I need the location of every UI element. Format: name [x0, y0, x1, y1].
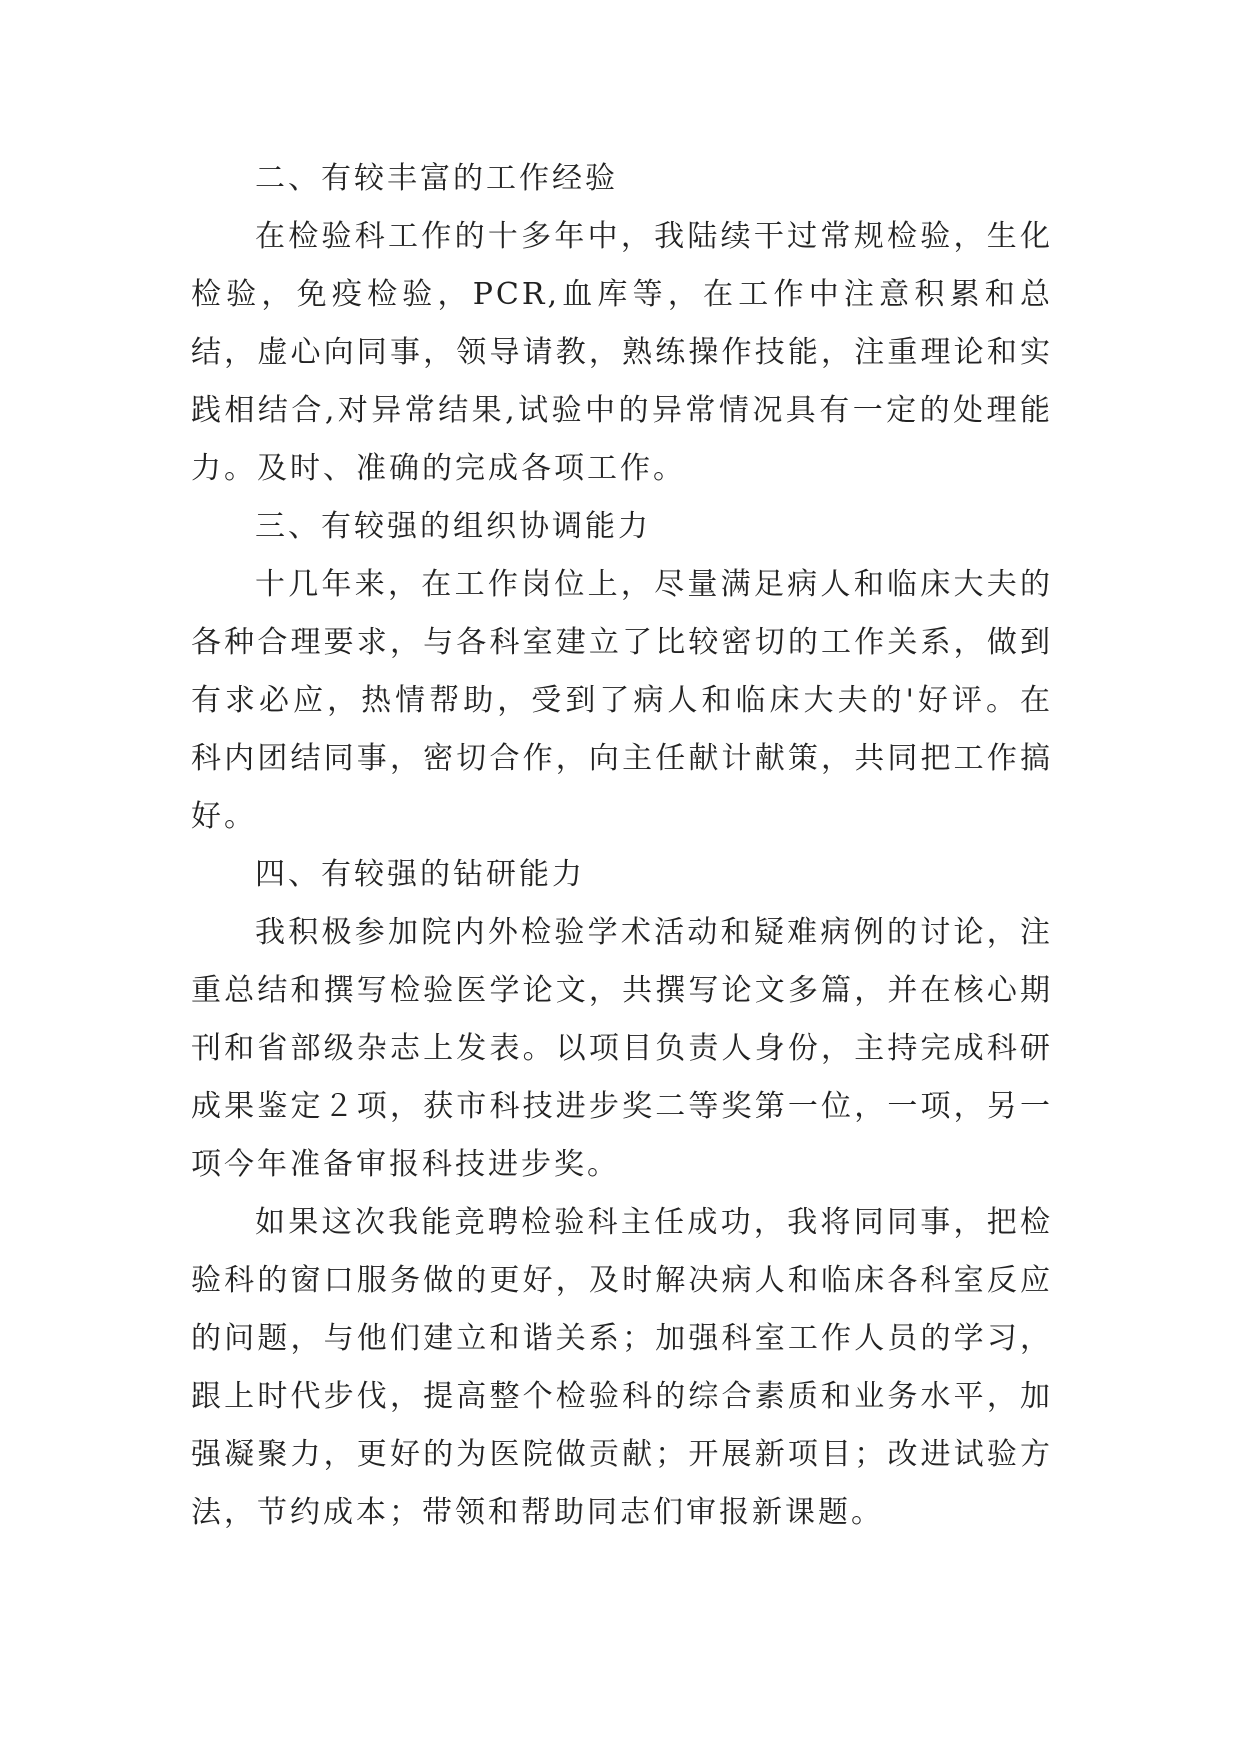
paragraph-coordination: 十几年来，在工作岗位上，尽量满足病人和临床大夫的各种合理要求，与各科室建立了比较密切的工作关系，做到有求必应，热情帮助，受到了病人和临床大夫的'好评。在科内团结同事，密切合作，向主任献计献策，共同把工作搞好。	[191, 567, 1053, 834]
section-heading-experience: 二、有较丰富的工作经验	[255, 161, 618, 196]
paragraph-experience: 在检验科工作的十多年中，我陆续干过常规检验，生化检验，免疫检验，PCR,血库等，在工作中注意积累和总结，虚心向同事，领导请教，熟练操作技能，注重理论和实践相结合,对异常结果,试验中的异常情况具有一定的处理能力。及时、准确的完成各项工作。	[191, 219, 1053, 486]
paragraph-research: 我积极参加院内外检验学术活动和疑难病例的讨论，注重总结和撰写检验医学论文，共撰写论文多篇，并在核心期刊和省部级杂志上发表。以项目负责人身份，主持完成科研成果鉴定２项，获市科技进步奖二等奖第一位，一项，另一项今年准备审报科技进步奖。	[191, 915, 1053, 1182]
paragraph-plan: 如果这次我能竞聘检验科主任成功，我将同同事，把检验科的窗口服务做的更好，及时解决病人和临床各科室反应的问题，与他们建立和谐关系；加强科室工作人员的学习，跟上时代步伐，提高整个检验科的综合素质和业务水平，加强凝聚力，更好的为医院做贡献；开展新项目；改进试验方法，节约成本；带领和帮助同志们审报新课题。	[191, 1205, 1053, 1530]
document-page	[191, 150, 1053, 1542]
section-heading-research: 四、有较强的钻研能力	[255, 857, 585, 892]
section-heading-coordination: 三、有较强的组织协调能力	[255, 509, 651, 544]
